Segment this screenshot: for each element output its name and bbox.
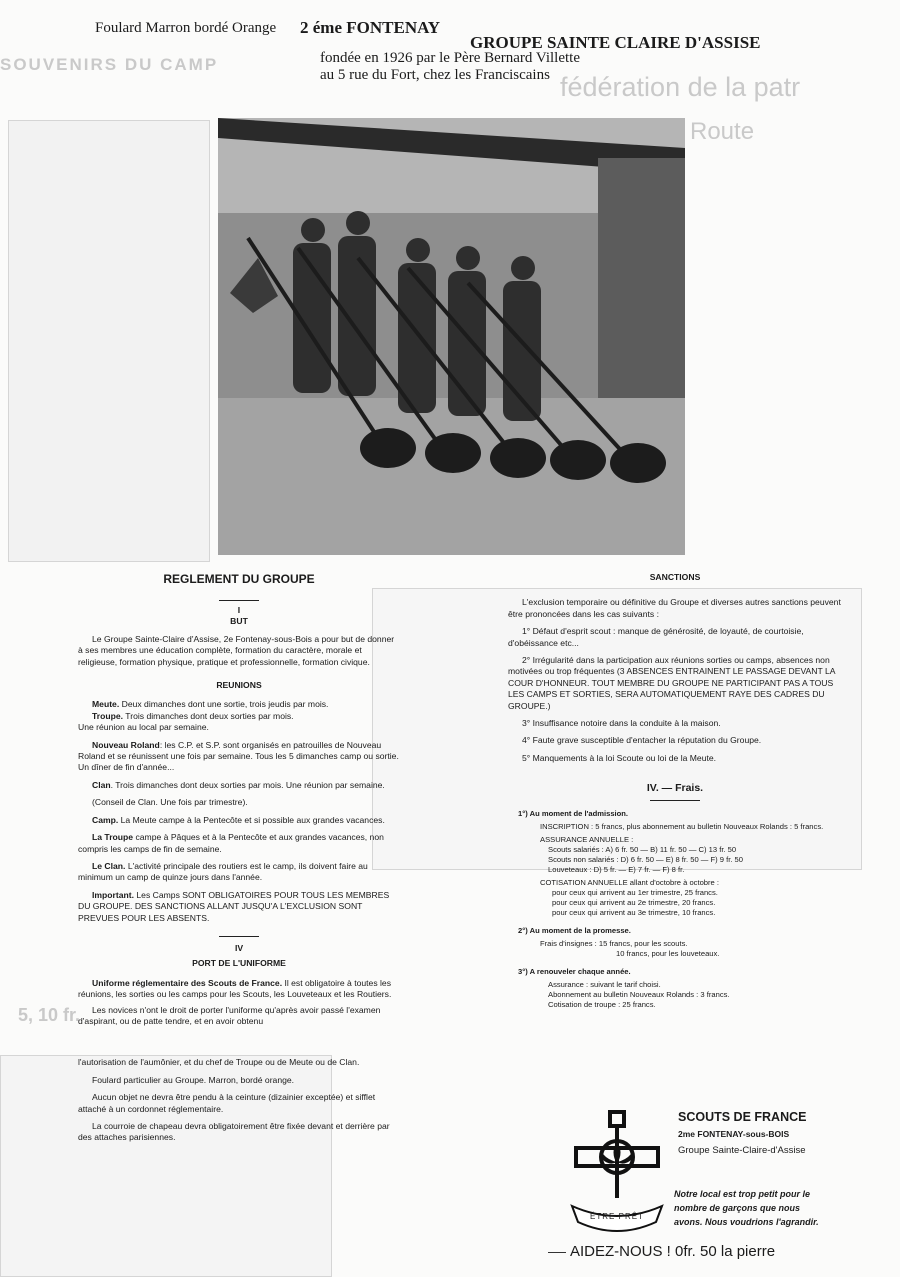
badge-aidez: AIDEZ-NOUS ! 0fr. 50 la pierre [570, 1243, 776, 1260]
frais-inscription: INSCRIPTION : 5 francs, plus abonnement au bulletin Nouveaux Rolands : 5 francs. [540, 822, 824, 832]
text-clan: . Trois dimanches dont deux sorties par mois. Une réunion par semaine. [110, 779, 385, 790]
label-troupe: Troupe. [92, 710, 124, 721]
label-important: Important. [92, 889, 135, 900]
reglement-title: REGLEMENT DU GROUPE [163, 572, 315, 586]
label-la-troupe: La Troupe [92, 832, 134, 843]
paragraph-novices: Les novices n'ont le droit de porter l'uniforme qu'après avoir passé l'examen d'aspirant, ou de patte tendre, et en avoir obtenu [78, 1004, 381, 1026]
header-scarf: Foulard Marron bordé Orange [95, 20, 277, 36]
sanction-4: 4° Faute grave susceptible d'entacher la réputation du Groupe. [522, 735, 762, 746]
frais-cotisation-3: pour ceux qui arrivent au 3e trimestre, 10 francs. [552, 908, 716, 918]
paragraph-foulard: Foulard particulier au Groupe. Marron, bordé orange. [92, 1074, 295, 1085]
header-address: au 5 rue du Fort, chez les Franciscains [320, 67, 550, 83]
label-le-clan: Le Clan. [92, 860, 126, 871]
frais-cotisation-1: pour ceux qui arrivent au 1er trimestre, 25 francs. [552, 888, 718, 898]
frais-renouveler-1: Assurance : suivant le tarif choisi. [548, 980, 661, 990]
text-troupe: Trois dimanches dont deux sorties par mois. [125, 710, 294, 721]
frais-admission-head: 1°) Au moment de l'admission. [518, 809, 629, 819]
section-title-uniforme: PORT DE L'UNIFORME [192, 958, 286, 969]
frais-cotisation-2: pour ceux qui arrivent au 2e trimestre, 20 francs. [552, 898, 716, 908]
paragraph-courroie: La courroie de chapeau devra obligatoirement être fixée devant et derrière par des attaches parisiennes. [78, 1121, 390, 1143]
sanction-3: 3° Insuffisance notoire dans la conduite à la maison. [522, 718, 721, 729]
divider [219, 600, 259, 601]
paragraph-autorisation: l'autorisation de l'aumônier, et du chef de Troupe ou de Meute ou de Clan. [78, 1057, 360, 1068]
section-title-but: BUT [230, 616, 248, 627]
label-nouveau-roland: Nouveau Roland [92, 739, 160, 750]
paragraph-clan [78, 780, 400, 791]
group-photo [218, 118, 685, 555]
badge-appeal: Notre local est trop petit pour le nombre de garçons que nous avons. Nous voudrions l'agrandir. [674, 1189, 819, 1227]
ghost-souvenirs: SOUVENIRS DU CAMP [0, 55, 219, 74]
paragraph-le-clan [78, 861, 400, 884]
paragraph-conseil: (Conseil de Clan. Une fois par trimestre). [92, 797, 248, 808]
paragraph-nouveau-roland [78, 740, 400, 774]
text-la-troupe: campe à Pâques et à la Pentecôte et aux grandes vacances, non compris les camps de fin de semaine. [78, 832, 384, 854]
label-meute: Meute. [92, 699, 120, 710]
frais-block [508, 809, 842, 1010]
paragraph-but: Le Groupe Sainte-Claire d'Assise, 2e Fontenay-sous-Bois a pour but de donner à ses membres une éducation complète, formation du caractère, morale et religieuse, formation physique, pratique et professionnelle, formation civique. [78, 633, 395, 667]
frais-renouveler-2: Abonnement au bulletin Nouveaux Rolands : 3 francs. [548, 990, 730, 1000]
text-uniforme: Il est obligatoire à toutes les réunions, les sorties ou les camps pour les Scouts, les Louveteaux et les Routiers. [78, 977, 392, 1000]
label-uniforme: Uniforme réglementaire des Scouts de France. [92, 977, 283, 988]
section-number-iv: IV [234, 942, 244, 953]
left-column [78, 572, 400, 1144]
sanction-1: 1° Défaut d'esprit scout : manque de générosité, de loyauté, de courtoisie, d'obéissance etc... [508, 626, 804, 648]
sanction-5: 5° Manquements à la loi Scoute ou loi de la Meute. [522, 752, 717, 763]
frais-renouveler-3: Cotisation de troupe : 25 francs. [548, 1000, 656, 1010]
right-column [508, 572, 842, 1010]
frais-cotisation: COTISATION ANNUELLE allant d'octobre à octobre : [540, 878, 719, 888]
text-camp: La Meute campe à la Pentecôte et si possible aux grandes vacances. [120, 814, 385, 825]
sanction-2: 2° Irrégularité dans la participation aux réunions sorties ou camps, absences non motivées ou trop fréquentes (3 ABSENCES ENTRAINENT LE PASSAGE DEVANT LA COUR D'HONNEUR. TOUT MEMBRE DU GROUPE NE PARTICIPANT PAS A TOUS LES CAMPS ET SORTIES, SERA AUTOMATIQUEMENT RAYE DES CADRES DU GROUPE.) [508, 655, 836, 711]
frais-insignes-2: 10 francs, pour les louveteaux. [616, 949, 720, 959]
badge-group: Groupe Sainte-Claire-d'Assise [678, 1145, 806, 1156]
frais-renouveler-head: 3°) A renouveler chaque année. [518, 967, 631, 977]
paragraph-troupe [78, 711, 400, 722]
divider [548, 1252, 566, 1253]
text-meute: Deux dimanches dont une sortie, trois jeudis par mois. [121, 699, 329, 710]
divider [650, 800, 700, 801]
ghost-photo-left [8, 120, 210, 562]
paragraph-camp [78, 815, 400, 826]
frais-title: IV. — Frais. [646, 782, 704, 795]
frais-assurance-head: ASSURANCE ANNUELLE : [540, 835, 634, 845]
divider [219, 936, 259, 937]
badge-motto: ÉTRE PRÊT [590, 1212, 644, 1221]
paragraph-troupe-2: Une réunion au local par semaine. [78, 722, 209, 733]
frais-assurance-3: Louveteaux : D) 5 fr. — E) 7 fr. — F) 8 fr. [548, 865, 685, 875]
header-group: GROUPE SAINTE CLAIRE D'ASSISE [470, 33, 761, 52]
header-founded: fondée en 1926 par le Père Bernard Villette [320, 50, 580, 66]
paragraph-important [78, 890, 400, 924]
frais-insignes: Frais d'insignes : 15 francs, pour les scouts. [540, 939, 688, 949]
sanctions-intro: L'exclusion temporaire ou définitive du Groupe et diverses autres sanctions peuvent être prononcées dans les cas suivants : [508, 597, 841, 619]
ghost-route: Route [690, 118, 755, 145]
label-camp: Camp. [92, 814, 119, 825]
text-le-clan: L'activité principale des routiers est le camp, ils doivent faire au minimum un camp de quinze jours dans l'année. [78, 860, 368, 883]
paragraph-la-troupe [78, 832, 400, 855]
paragraph-uniforme [78, 978, 400, 1001]
scout-emblem [570, 1108, 664, 1238]
paragraph-aucun: Aucun objet ne devra être pendu à la ceinture (dizainier exceptée) et sifflet attaché à un cordonnet réglementaire. [78, 1092, 376, 1114]
ghost-numbers: 5, 10 fr. [18, 1005, 81, 1025]
badge-unit: 2me FONTENAY-sous-BOIS [678, 1129, 790, 1139]
frais-assurance-2: Scouts non salariés : D) 6 fr. 50 — E) 8 fr. 50 — F) 9 fr. 50 [548, 855, 743, 865]
text-nouveau-roland: : les C.P. et S.P. sont organisés en patrouilles de Nouveau Roland et se réunissent une fois par semaine. Tous les 5 dimanches camp ou sortie. Un dîner de fin d'année... [78, 739, 399, 773]
ghost-federation: fédération de la patr [560, 72, 801, 102]
sanctions-title: SANCTIONS [649, 572, 701, 582]
text-important: Les Camps SONT OBLIGATOIRES POUR TOUS LES MEMBRES DU GROUPE. DES SANCTIONS ALLANT JUSQU'A L'EXCLUSION SONT PREVUES POUR LES ABSENTS. [78, 889, 390, 923]
frais-assurance-1: Scouts salariés : A) 6 fr. 50 — B) 11 fr. 50 — C) 13 fr. 50 [548, 845, 737, 855]
section-title-reunions: REUNIONS [216, 680, 262, 691]
frais-promesse-head: 2°) Au moment de la promesse. [518, 926, 631, 936]
paragraph-meute [78, 699, 400, 710]
badge-org: SCOUTS DE FRANCE [678, 1110, 807, 1124]
header-troop: 2 éme FONTENAY [300, 18, 441, 37]
label-clan: Clan [92, 779, 111, 790]
section-number: I [237, 605, 241, 615]
